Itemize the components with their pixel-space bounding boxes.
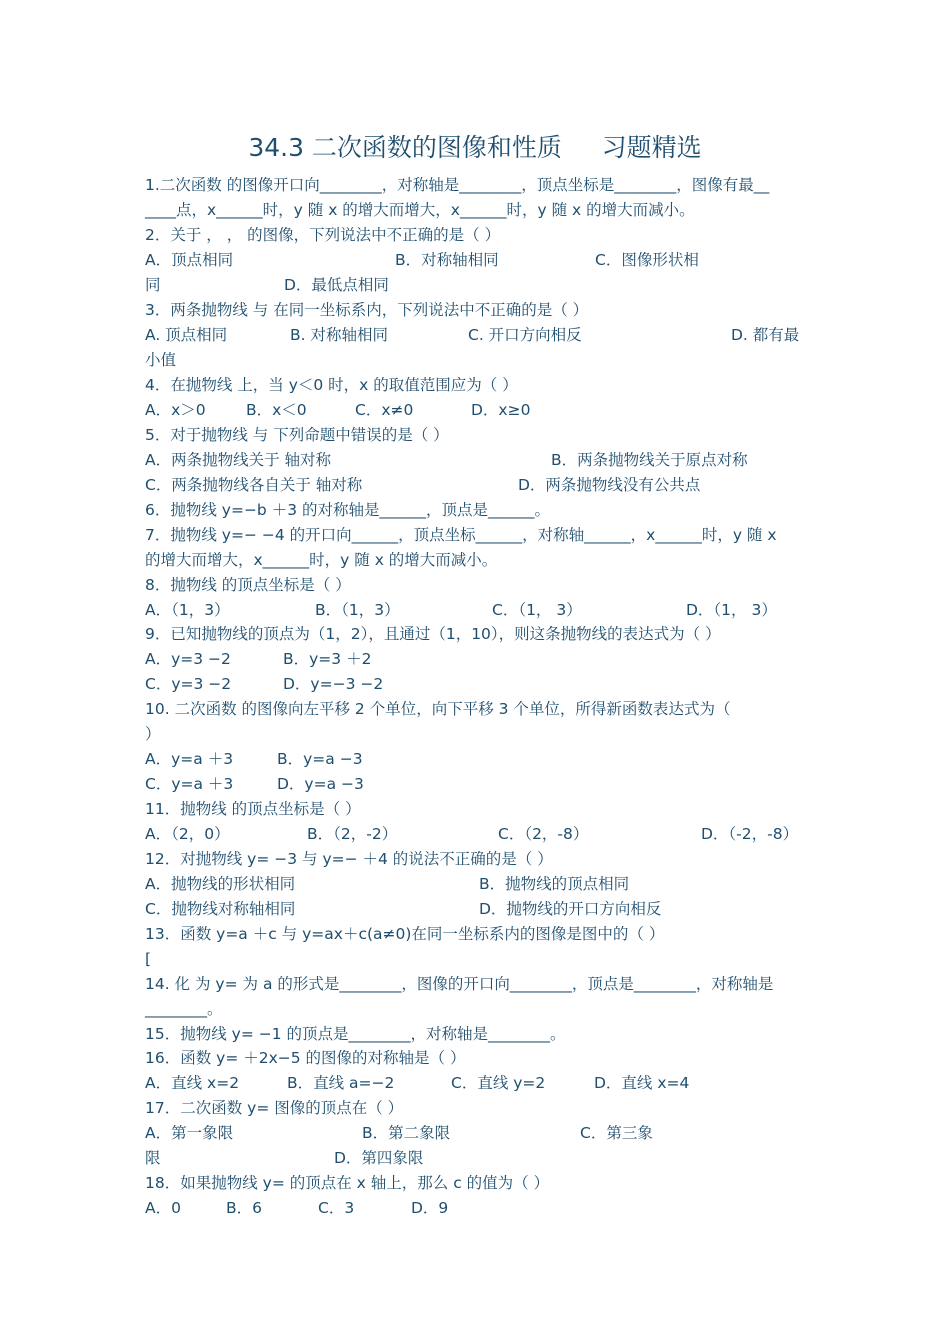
option-text: D．第四象限 (334, 1149, 424, 1167)
line-text: 13．函数 y=a ＋c 与 y=ax＋c(a≠0)在同一坐标系内的图像是图中的（ ） (145, 925, 665, 943)
text-line (145, 1022, 815, 1047)
option-text: D．抛物线的开口方向相反 (479, 900, 662, 918)
text-line (145, 548, 815, 573)
text-line (145, 198, 815, 223)
line-text: 7．抛物线 y=− −4 的开口向______，顶点坐标______，对称轴______，x______时，y 随 x (145, 526, 777, 544)
option-text: A．0 (145, 1199, 181, 1217)
text-line (145, 298, 815, 323)
option-text: D．两条抛物线没有公共点 (518, 476, 701, 494)
option-text: B．两条抛物线关于原点对称 (551, 451, 748, 469)
text-line (145, 348, 815, 373)
option-text: C．y=a ＋3 (145, 775, 234, 793)
text-line (145, 622, 815, 647)
option-text: A. 顶点相同 (145, 326, 228, 344)
line-text: 12．对抛物线 y= −3 与 y=− ＋4 的说法不正确的是（ ） (145, 850, 553, 868)
option-text: B．6 (226, 1199, 262, 1217)
page-title: 34.3 二次函数的图像和性质 习题精选 (248, 133, 702, 162)
text-line (145, 797, 815, 822)
option-text: C．两条抛物线各自关于 轴对称 (145, 476, 363, 494)
option-text: B．第二象限 (362, 1124, 451, 1142)
text-line (145, 722, 815, 747)
text-line (145, 248, 815, 273)
text-line (145, 373, 815, 398)
text-line (145, 1071, 815, 1096)
line-text: 8．抛物线 的顶点坐标是（ ） (145, 576, 351, 594)
line-text: 1.二次函数 的图像开口向________，对称轴是________，顶点坐标是________，图像有最__ (145, 176, 770, 194)
text-line (145, 1121, 815, 1146)
line-text: 17．二次函数 y= 图像的顶点在（ ） (145, 1099, 404, 1117)
line-text: 的增大而增大，x______时，y 随 x 的增大而减小。 (145, 551, 498, 569)
option-text: C．直线 y=2 (451, 1074, 546, 1092)
option-text: C．y=3 −2 (145, 675, 232, 693)
text-line (145, 922, 815, 947)
line-text: 11．抛物线 的顶点坐标是（ ） (145, 800, 361, 818)
text-line (145, 1171, 815, 1196)
line-text: 5．对于抛物线 与 下列命题中错误的是（ ） (145, 426, 449, 444)
text-line (145, 573, 815, 598)
text-line (145, 323, 815, 348)
text-line (145, 997, 815, 1022)
option-text: A．（1，3） (145, 601, 230, 619)
text-line (145, 972, 815, 997)
option-text: A．顶点相同 (145, 251, 234, 269)
line-text: 4．在抛物线 上，当 y＜0 时，x 的取值范围应为（ ） (145, 376, 518, 394)
option-text: D．最低点相同 (284, 276, 389, 294)
option-text: B．（2，-2） (307, 825, 398, 843)
text-line (145, 1146, 815, 1171)
text-line (145, 847, 815, 872)
option-text: B．对称轴相同 (395, 251, 499, 269)
text-line (145, 822, 815, 847)
line-text: ____点，x______时，y 随 x 的增大而增大，x______时，y 随 x 的增大而减小。 (145, 201, 695, 219)
line-text: ） (145, 725, 161, 743)
option-text: A．两条抛物线关于 轴对称 (145, 451, 332, 469)
text-line (145, 173, 815, 198)
line-text: 10. 二次函数 的图像向左平移 2 个单位，向下平移 3 个单位，所得新函数表达式为（ (145, 700, 731, 718)
text-line (145, 1196, 815, 1221)
text-line (145, 398, 815, 423)
line-text: 9．已知抛物线的顶点为（1，2），且通过（1，10），则这条抛物线的表达式为（ ） (145, 625, 721, 643)
option-text: A．y=3 −2 (145, 650, 231, 668)
option-text: D．直线 x=4 (594, 1074, 690, 1092)
text-line (145, 897, 815, 922)
line-text: ________。 (145, 1000, 223, 1018)
text-line (145, 598, 815, 623)
option-text: B．（1，3） (315, 601, 400, 619)
option-text: D．（-2，-8） (701, 825, 799, 843)
option-text: B. 对称轴相同 (290, 326, 388, 344)
line-text: 6．抛物线 y=−b ＋3 的对称轴是______，顶点是______。 (145, 501, 550, 519)
option-text: 限 (145, 1149, 161, 1167)
text-line (145, 498, 815, 523)
option-text: C．（2，-8） (498, 825, 589, 843)
option-text: A．y=a ＋3 (145, 750, 234, 768)
option-text: A．第一象限 (145, 1124, 234, 1142)
option-text: C．第三象 (580, 1124, 653, 1142)
option-text: C．（1， 3） (492, 601, 582, 619)
line-text: 2．关于 ， ， 的图像，下列说法中不正确的是（ ） (145, 226, 501, 244)
option-text: A．抛物线的形状相同 (145, 875, 296, 893)
text-line (145, 273, 815, 298)
option-text: C．抛物线对称轴相同 (145, 900, 296, 918)
option-text: 同 (145, 276, 161, 294)
option-text: D．9 (411, 1199, 449, 1217)
text-line (145, 423, 815, 448)
option-text: B．y=a −3 (277, 750, 363, 768)
option-text: A．直线 x=2 (145, 1074, 240, 1092)
option-text: C．图像形状相 (595, 251, 699, 269)
line-text: 15．抛物线 y= −1 的顶点是________，对称轴是________。 (145, 1025, 566, 1043)
text-line (145, 1046, 815, 1071)
option-text: B．x＜0 (246, 401, 307, 419)
option-text: D．x≥0 (471, 401, 531, 419)
option-text: C．x≠0 (355, 401, 414, 419)
text-line (145, 647, 815, 672)
option-text: B．直线 a=−2 (287, 1074, 395, 1092)
line-text: 3．两条抛物线 与 在同一坐标系内，下列说法中不正确的是（ ） (145, 301, 589, 319)
option-text: B．y=3 ＋2 (283, 650, 372, 668)
option-text: D．y=a −3 (277, 775, 364, 793)
line-text: 16．函数 y= ＋2x−5 的图像的对称轴是（ ） (145, 1049, 466, 1067)
line-text: 18．如果抛物线 y= 的顶点在 x 轴上，那么 c 的值为（ ） (145, 1174, 550, 1192)
option-text: D．（1， 3） (686, 601, 777, 619)
text-line (145, 872, 815, 897)
text-line (145, 672, 815, 697)
text-line (145, 947, 815, 972)
line-text: 14. 化 为 y= 为 a 的形式是________，图像的开口向________，顶点是________，对称轴是 (145, 975, 774, 993)
text-line (145, 223, 815, 248)
line-text: [ (145, 950, 152, 968)
text-line (145, 697, 815, 722)
option-text: A．（2，0） (145, 825, 230, 843)
option-text: C．3 (318, 1199, 355, 1217)
text-line (145, 448, 815, 473)
option-text: A．x＞0 (145, 401, 206, 419)
text-line (145, 473, 815, 498)
option-text: C. 开口方向相反 (468, 326, 582, 344)
text-line (145, 1096, 815, 1121)
text-line (145, 523, 815, 548)
text-line (145, 747, 815, 772)
line-text: 小值 (145, 351, 177, 369)
option-text: D．y=−3 −2 (283, 675, 384, 693)
option-text: B．抛物线的顶点相同 (479, 875, 630, 893)
option-text: D. 都有最 (731, 326, 800, 344)
text-line (145, 772, 815, 797)
